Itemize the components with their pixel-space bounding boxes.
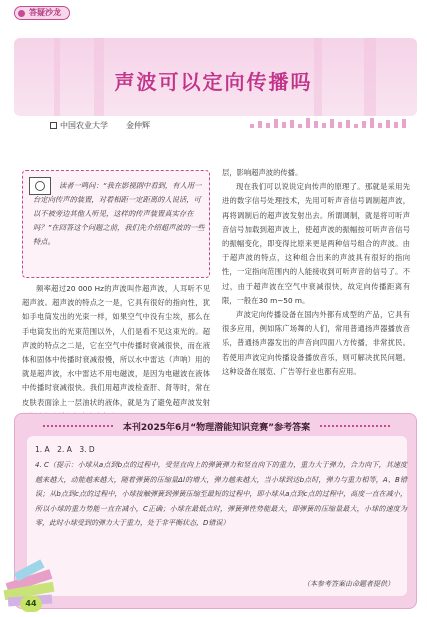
paragraph: 声波定向传播设备在国内外都有成型的产品，它具有很多应用，例如陈广场舞的人们，常用普通扬声器播放音乐，普通扬声器发出的声音向四面八方传播，非常扰民。若使用声波定向传播设备播放音乐，则可解决扰民问题。这种设备在展览、广告等行业也都有应用。	[222, 310, 410, 376]
page-number: 44	[20, 596, 42, 612]
answer-title	[15, 420, 418, 433]
affiliation: 中国农业大学	[60, 121, 108, 130]
article-title: 声波可以定向传播吗	[114, 70, 313, 94]
checkbox-icon	[50, 122, 57, 129]
paragraph: 现在我们可以说说定向传声的原理了。那就是采用先进的数字信号处理技术，先用可听声音信号调制超声波，再将调制后的超声波发射出去。所谓调制，就是将可听声音信号加载到超声波上，使超声波的振幅按可听声音信号的振幅变化，即变得比原来更是两种信号组合的声波。由于超声波的特点，这种组合出来的声波具有很好的指向性，一定指向范围内的人能接收到可听声音的信号了。不过，由于超声波在空气中衰减很快，故定向传播距离有限，一般在30 m~50 m。	[222, 182, 410, 305]
byline	[50, 120, 150, 131]
reader-question-box	[22, 170, 210, 278]
answer-note: （本参考答案由命题者提供）	[303, 580, 394, 588]
reader-question-text: 读者一鸣问：“我在影视剧中看到，有人用一台定向传声的装置，对着相距一定距离的人说话，可以不被旁边其他人听见，这样的传声装置真实存在吗？”在回答这个问题之前，我们先介绍超声波的一些特点。	[33, 181, 205, 246]
column-right	[222, 166, 410, 379]
paragraph: 频率超过20 000 Hz的声波叫作超声波，人耳听不见超声波。超声波的特点之一是，它具有很好的指向性，犹如手电筒发出的光束一样，如果空气中没有尘埃，那么在手电筒发出的光束范围以外，人们是看不见这束光的。超声波的特点之二是，它在空气中传播时衰减很快，而在液体和固体中传播时衰减很慢，所以水中雷达（声呐）用的就是超声波，水中雷达不用电磁波，是因为电磁波在液体中传播时衰减很快。我们用超声波检查肝、肾等时，常在皮肤表面涂上一层油状的液体，就是为了避免超声波发射	[22, 284, 210, 407]
section-tag-label: 答疑沙龙	[29, 8, 61, 17]
answer-line-1: 1. A 2. A 3. D	[35, 445, 95, 454]
answer-panel	[14, 413, 417, 609]
answer-title-text: 本刊2025年6月“物理潜能知识竞赛”参考答案	[122, 423, 311, 433]
section-tag	[14, 6, 70, 20]
author: 金仲辉	[126, 121, 150, 130]
bullet-icon	[18, 10, 25, 17]
decorative-bars	[250, 118, 410, 128]
column-left	[22, 282, 210, 424]
paragraph: 层，影响超声波的传播。	[222, 168, 303, 177]
answer-line-2: 4. C（提示：小球从a点到b点的过程中，受竖直向上的弹簧弹力和竖直向下的重力，重力大于弹力，合力向下，其速度越来越大，动能越来越大，随着弹簧的压缩量Δl的增大，弹力越来越大，当小球到达b点时，弹力与重力相等，A、B错误；从b点到c点的过程中，小球接触弹簧到弹簧压缩至最短的过程中，即小球从a点到c点的过程中，高度一直在减小，所以小球的重力势能一直在减小，C正确；小球在最低点时，弹簧弹性势能最大，即弹簧的压缩量最大，小球的速度为零，此时小球受到的弹力大于重力，处于非平衡状态，D错误）	[35, 461, 407, 528]
